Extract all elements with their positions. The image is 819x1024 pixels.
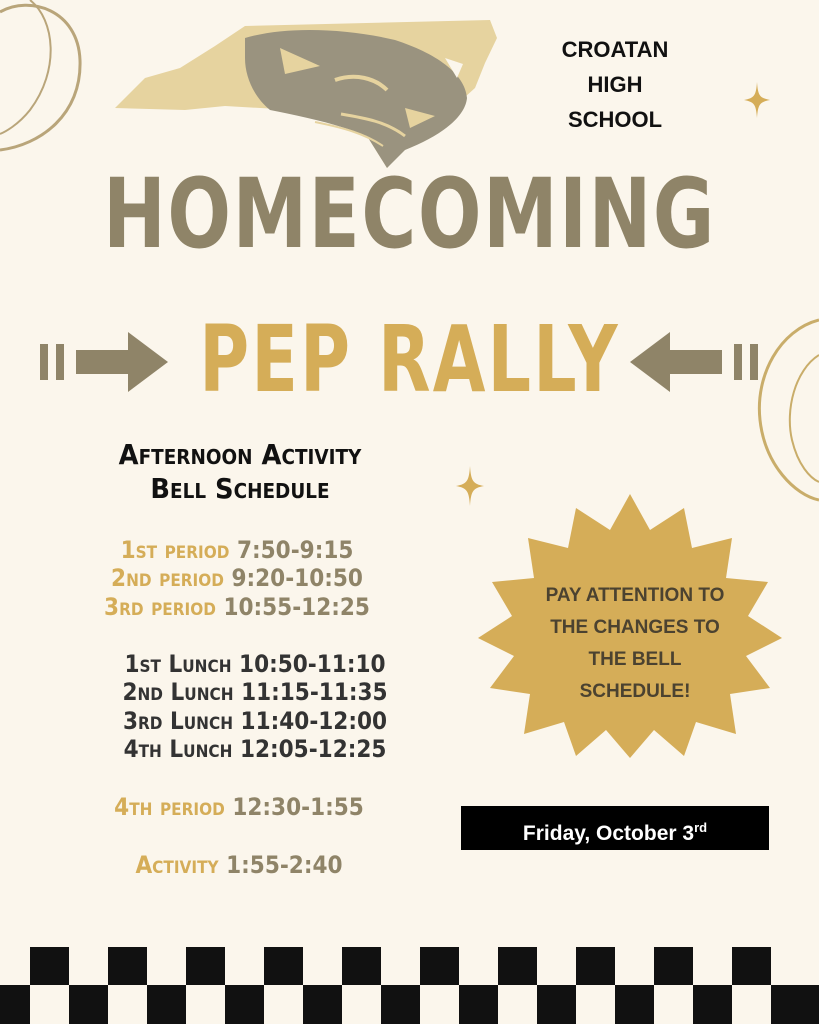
homecoming-title: HOMECOMING [103,158,716,270]
period-row: 2nd period 9:20-10:50 [111,564,363,592]
fourth-period-row: 4th period 12:30-1:55 [114,793,364,821]
activity-row: Activity 1:55-2:40 [135,851,343,879]
decorative-swirl-top-left [0,0,110,170]
lunch-row: 3rd Lunch 11:40-12:00 [122,707,388,735]
nc-state-panther-logo [105,18,505,176]
lunch-row: 4th Lunch 12:05-12:25 [123,735,387,763]
schedule-heading: Afternoon Activity Bell Schedule [118,438,362,505]
period-row: 1st period 7:50-9:15 [120,536,354,564]
lunch-row: 1st Lunch 10:50-11:10 [124,650,386,678]
pep-rally-title: PEP RALLY [199,306,620,413]
school-name: CROATAN HIGH SCHOOL [561,37,669,132]
lunch-row: 2nd Lunch 11:15-11:35 [122,678,388,706]
period-row: 3rd period 10:55-12:25 [104,593,370,621]
checkered-border [0,947,819,1024]
sparkle-icon [744,82,770,118]
notice-text: PAY ATTENTION TO THE CHANGES TO THE BELL SCHEDULE! [545,585,725,702]
date-banner: Friday, October 3rd [461,806,769,850]
